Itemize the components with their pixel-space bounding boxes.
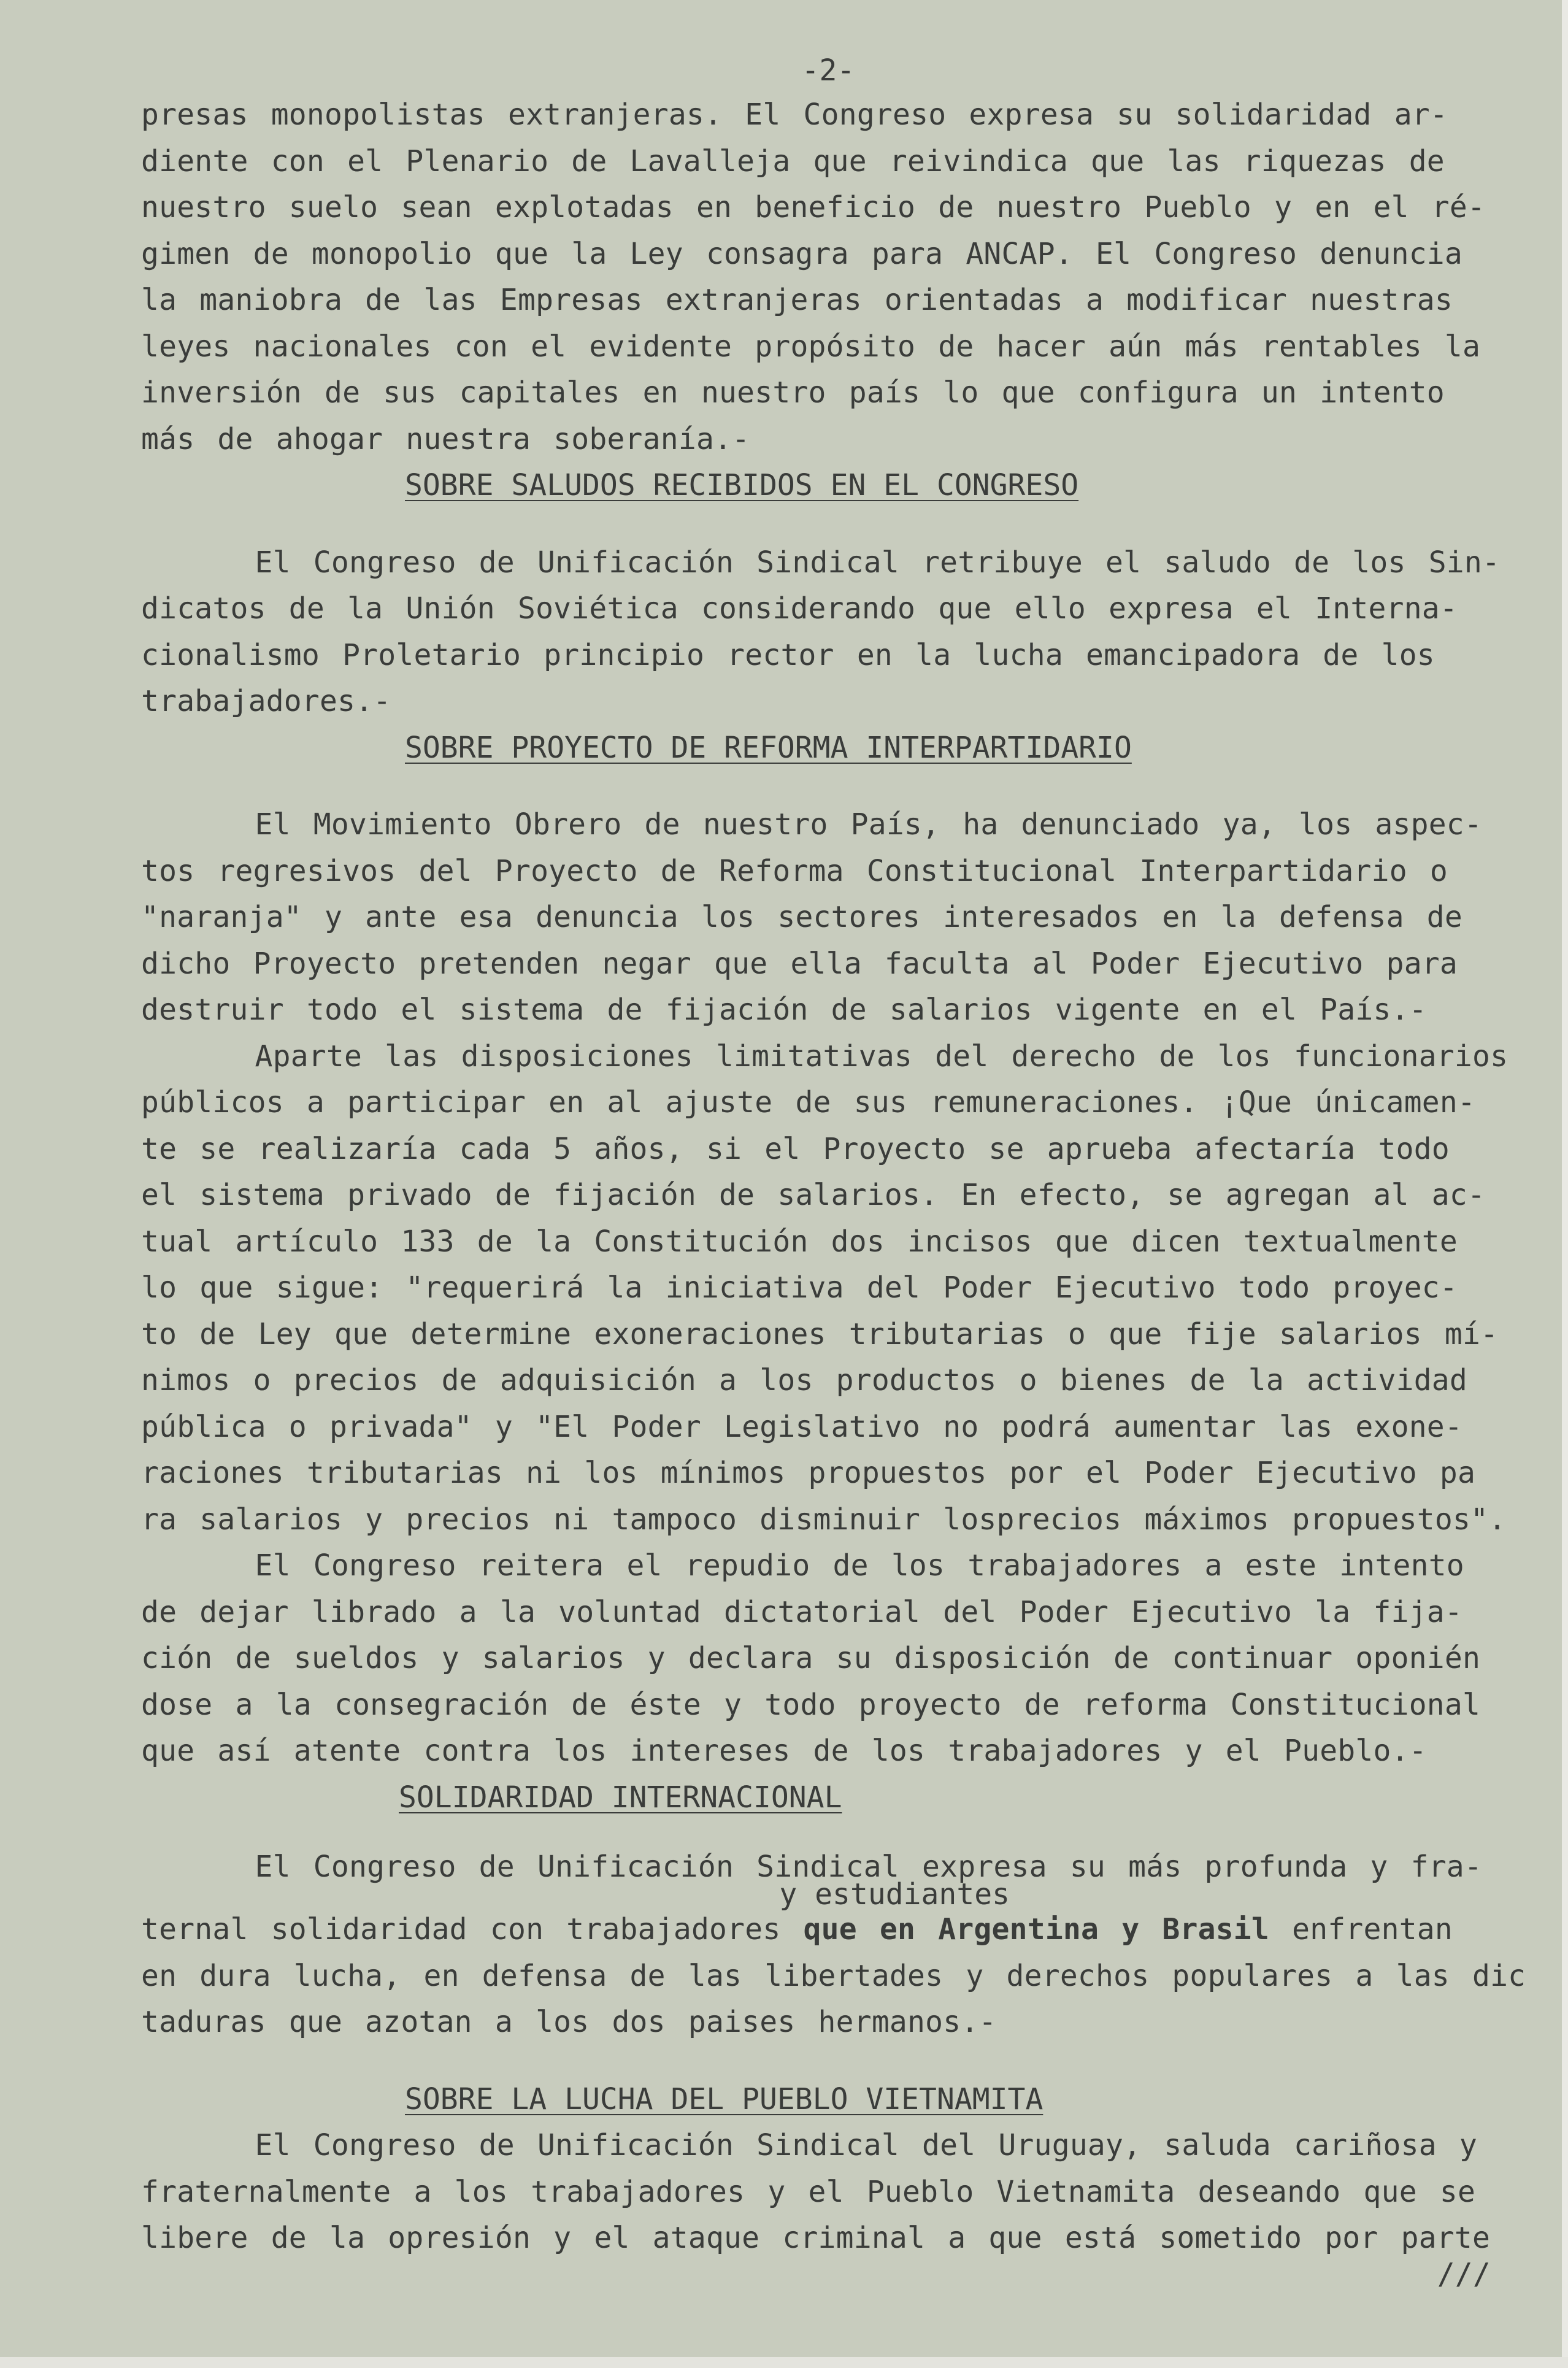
text-line: dicho Proyecto pretenden negar que ella faculta al Poder Ejecutivo para bbox=[141, 946, 1458, 981]
text-line bbox=[141, 1907, 1515, 1953]
spacer bbox=[141, 1821, 1515, 1851]
text-line: más de ahogar nuestra soberanía.- bbox=[141, 421, 750, 456]
text-line: tual artículo 133 de la Constitución dos incisos que dicen textualmente bbox=[141, 1224, 1458, 1259]
typed-text-body bbox=[141, 49, 1526, 2291]
bold-insertion: que en Argentina y Brasil bbox=[803, 1912, 1270, 1947]
page-number: -2- bbox=[801, 53, 855, 88]
text-line: dicatos de la Unión Soviética considerando que ello expresa el Interna- bbox=[141, 591, 1458, 626]
page-edge-right bbox=[1562, 0, 1568, 2368]
text-line: fraternalmente a los trabajadores y el Pueblo Vietnamita deseando que se bbox=[141, 2174, 1476, 2209]
paragraph-solidaridad bbox=[141, 1850, 1526, 2046]
text-line: presas monopolistas extranjeras. El Congreso expresa su solidaridad ar- bbox=[141, 98, 1448, 132]
text-line: en dura lucha, en defensa de las libertades y derechos populares a las dic bbox=[141, 1958, 1526, 1993]
text-line: ra salarios y precios ni tampoco disminuir losprecios máximos propuestos". bbox=[141, 1502, 1507, 1537]
text-line: raciones tributarias ni los mínimos propuestos por el Poder Ejecutivo pa bbox=[141, 1456, 1476, 1490]
text-line: destruir todo el sistema de fijación de salarios vigente en el País.- bbox=[141, 993, 1427, 1027]
text-line: inversión de sus capitales en nuestro país lo que configura un intento bbox=[141, 375, 1445, 410]
text-line: lo que sigue: "requerirá la iniciativa del Poder Ejecutivo todo proyec- bbox=[141, 1270, 1458, 1305]
text-line: gimen de monopolio que la Ley consagra para ANCAP. El Congreso denuncia bbox=[141, 236, 1462, 271]
text-line: diente con el Plenario de Lavalleja que reivindica que las riquezas de bbox=[141, 144, 1445, 179]
text-segment: ternal solidaridad con trabajadores bbox=[141, 1912, 804, 1947]
paragraph-vietnam bbox=[141, 2123, 1515, 2262]
text-line: nuestro suelo sean explotadas en beneficio de nuestro Pueblo y en el ré- bbox=[141, 190, 1486, 225]
heading-reforma: SOBRE PROYECTO DE REFORMA INTERPARTIDARIO bbox=[405, 730, 1132, 765]
text-line: que así atente contra los intereses de los trabajadores y el Pueblo.- bbox=[141, 1734, 1427, 1768]
text-line: la maniobra de las Empresas extranjeras orientadas a modificar nuestras bbox=[141, 283, 1453, 317]
spacer bbox=[141, 509, 1515, 540]
text-line: nimos o precios de adquisición a los productos o bienes de la actividad bbox=[141, 1363, 1467, 1397]
text-line: trabajadores.- bbox=[141, 684, 391, 718]
text-segment: enfrentan bbox=[1269, 1912, 1453, 1947]
text-line: "naranja" y ante esa denuncia los sectores interesados en la defensa de bbox=[141, 900, 1462, 934]
text-line: pública o privada" y "El Poder Legislativo no podrá aumentar las exone- bbox=[141, 1409, 1462, 1444]
text-line: Aparte las disposiciones limitativas del derecho de los funcionarios bbox=[141, 1039, 1508, 1074]
text-line: públicos a participar en al ajuste de sus remuneraciones. ¡Que únicamen- bbox=[141, 1085, 1476, 1120]
text-line: leyes nacionales con el evidente propósito de hacer aún más rentables la bbox=[141, 329, 1481, 364]
text-line: tos regresivos del Proyecto de Reforma Constitucional Interpartidario o bbox=[141, 853, 1448, 888]
text-line: El Congreso de Unificación Sindical del Uruguay, saluda cariñosa y bbox=[141, 2128, 1477, 2162]
paragraph-monopolio bbox=[141, 92, 1515, 463]
page-edge-bottom bbox=[0, 2357, 1568, 2368]
text-line: el sistema privado de fijación de salarios. En efecto, se agregan al ac- bbox=[141, 1178, 1486, 1212]
text-line: El Congreso de Unificación Sindical retribuye el saludo de los Sin- bbox=[141, 545, 1501, 580]
paragraph-reforma bbox=[141, 802, 1515, 1775]
heading-solidaridad: SOLIDARIDAD INTERNACIONAL bbox=[399, 1780, 842, 1815]
heading-vietnam: SOBRE LA LUCHA DEL PUEBLO VIETNAMITA bbox=[405, 2082, 1043, 2116]
text-line: El Congreso de Unificación Sindical expresa su más profunda y fra- bbox=[141, 1850, 1482, 1884]
text-line: taduras que azotan a los dos paises hermanos.- bbox=[141, 2005, 997, 2039]
paragraph-saludos bbox=[141, 540, 1515, 725]
spacer bbox=[141, 771, 1515, 802]
continuation-mark: /// bbox=[1437, 2256, 1491, 2291]
text-line: libere de la opresión y el ataque criminal a que está sometido por parte bbox=[141, 2221, 1491, 2255]
text-line: te se realizaría cada 5 años, si el Proyecto se aprueba afectaría todo bbox=[141, 1131, 1450, 1166]
text-line: El Congreso reitera el repudio de los trabajadores a este intento bbox=[141, 1548, 1464, 1583]
text-line: cionalismo Proletario principio rector en la lucha emancipadora de los bbox=[141, 637, 1435, 672]
heading-saludos: SOBRE SALUDOS RECIBIDOS EN EL CONGRESO bbox=[405, 468, 1079, 502]
text-line: El Movimiento Obrero de nuestro País, ha denunciado ya, los aspec- bbox=[141, 807, 1482, 842]
handwritten-insertion: y estudiantes bbox=[141, 1877, 1010, 1912]
text-line: dose a la consegración de éste y todo proyecto de reforma Constitucional bbox=[141, 1687, 1481, 1722]
text-line: to de Ley que determine exoneraciones tributarias o que fije salarios mí- bbox=[141, 1317, 1499, 1351]
spacer bbox=[141, 2046, 1515, 2077]
text-line: ción de sueldos y salarios y declara su disposición de continuar oponién bbox=[141, 1641, 1481, 1675]
text-line: de dejar librado a la voluntad dictatorial del Poder Ejecutivo la fija- bbox=[141, 1594, 1462, 1629]
